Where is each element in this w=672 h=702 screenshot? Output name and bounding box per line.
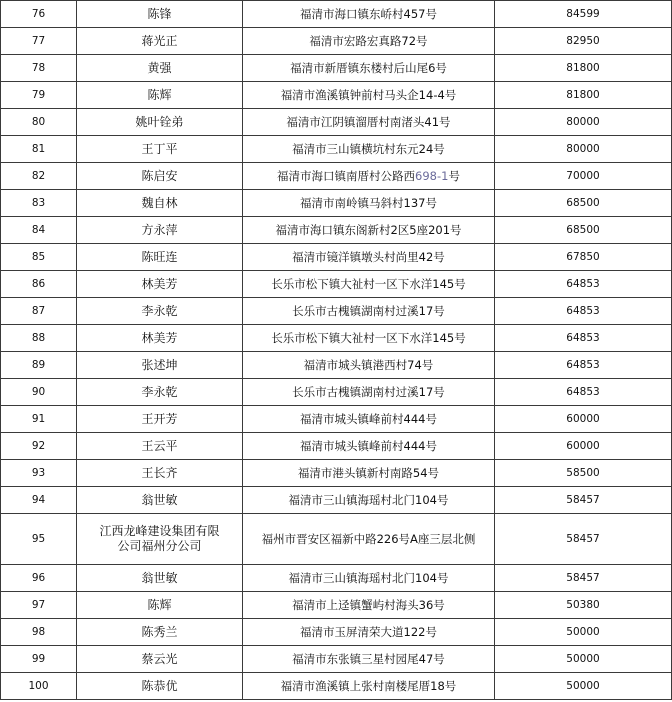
table-row [1, 1, 672, 28]
row-amount: 80000 [495, 109, 672, 136]
row-address: 福清市新厝镇东楼村后山尾6号 [243, 55, 495, 82]
table-row [1, 646, 672, 673]
records-table-body [1, 1, 672, 700]
row-address: 福清市渔溪镇钟前村马头企14-4号 [243, 82, 495, 109]
address-text: 福清市海口镇南厝村公路西 [277, 168, 416, 183]
table-row [1, 244, 672, 271]
row-name: 陈锋 [77, 1, 243, 28]
row-number: 95 [1, 514, 77, 565]
row-number: 81 [1, 136, 77, 163]
row-name: 方永萍 [77, 217, 243, 244]
row-address: 长乐市古槐镇湖南村过溪17号 [243, 298, 495, 325]
row-amount: 64853 [495, 271, 672, 298]
row-address: 福清市三山镇海瑶村北门104号 [243, 487, 495, 514]
row-number: 99 [1, 646, 77, 673]
table-row [1, 28, 672, 55]
table-row [1, 163, 672, 190]
row-address: 福清市城头镇港西村74号 [243, 352, 495, 379]
row-number: 79 [1, 82, 77, 109]
table-row [1, 109, 672, 136]
row-amount: 68500 [495, 217, 672, 244]
row-amount: 58500 [495, 460, 672, 487]
row-address: 福州市晋安区福新中路226号A座三层北侧 [243, 514, 495, 565]
row-address: 福清市玉屏清荣大道122号 [243, 619, 495, 646]
table-row [1, 433, 672, 460]
row-address: 福清市海口镇东峤村457号 [243, 1, 495, 28]
row-name: 王长齐 [77, 460, 243, 487]
row-name: 林美芳 [77, 271, 243, 298]
row-address: 福清市宏路宏真路72号 [243, 28, 495, 55]
row-number: 94 [1, 487, 77, 514]
row-number: 80 [1, 109, 77, 136]
row-amount: 58457 [495, 487, 672, 514]
table-row [1, 82, 672, 109]
row-number: 100 [1, 673, 77, 700]
table-row [1, 673, 672, 700]
table-row [1, 406, 672, 433]
row-number: 84 [1, 217, 77, 244]
row-number: 96 [1, 565, 77, 592]
row-name: 姚叶铨弟 [77, 109, 243, 136]
row-amount: 81800 [495, 55, 672, 82]
row-amount: 60000 [495, 433, 672, 460]
row-amount: 82950 [495, 28, 672, 55]
table-row [1, 514, 672, 565]
table-row [1, 592, 672, 619]
row-number: 87 [1, 298, 77, 325]
row-address: 长乐市古槐镇湖南村过溪17号 [243, 379, 495, 406]
row-address: 福清市江阴镇溜厝村南渚头41号 [243, 109, 495, 136]
row-number: 92 [1, 433, 77, 460]
row-name: 王丁平 [77, 136, 243, 163]
row-amount: 68500 [495, 190, 672, 217]
row-number: 85 [1, 244, 77, 271]
row-name: 黄强 [77, 55, 243, 82]
row-amount: 84599 [495, 1, 672, 28]
row-amount: 60000 [495, 406, 672, 433]
table-row [1, 565, 672, 592]
address-highlight-number: 698-1 [415, 168, 449, 183]
row-address: 福清市城头镇峰前村444号 [243, 433, 495, 460]
row-name: 林美芳 [77, 325, 243, 352]
row-amount: 80000 [495, 136, 672, 163]
row-amount: 64853 [495, 352, 672, 379]
row-number: 83 [1, 190, 77, 217]
row-amount: 81800 [495, 82, 672, 109]
table-row [1, 619, 672, 646]
row-amount: 58457 [495, 514, 672, 565]
row-address [243, 163, 495, 190]
row-amount: 64853 [495, 298, 672, 325]
row-address: 福清市三山镇海瑶村北门104号 [243, 565, 495, 592]
row-amount: 64853 [495, 325, 672, 352]
row-name: 陈恭优 [77, 673, 243, 700]
row-address: 长乐市松下镇大祉村一区下水洋145号 [243, 271, 495, 298]
table-row [1, 136, 672, 163]
row-name: 蒋光正 [77, 28, 243, 55]
table-row [1, 325, 672, 352]
row-amount: 50380 [495, 592, 672, 619]
row-number: 88 [1, 325, 77, 352]
row-name: 陈辉 [77, 592, 243, 619]
row-address: 福清市城头镇峰前村444号 [243, 406, 495, 433]
table-row [1, 55, 672, 82]
row-name: 魏自林 [77, 190, 243, 217]
row-number: 98 [1, 619, 77, 646]
address-suffix: 号 [448, 168, 460, 183]
row-number: 91 [1, 406, 77, 433]
table-row [1, 298, 672, 325]
row-number: 90 [1, 379, 77, 406]
row-address: 福清市渔溪镇上张村南楼尾厝18号 [243, 673, 495, 700]
table-row [1, 190, 672, 217]
row-name: 王开芳 [77, 406, 243, 433]
row-name: 陈启安 [77, 163, 243, 190]
row-name: 蔡云光 [77, 646, 243, 673]
row-address: 福清市镜洋镇墩头村尚里42号 [243, 244, 495, 271]
row-address: 长乐市松下镇大祉村一区下水洋145号 [243, 325, 495, 352]
row-number: 86 [1, 271, 77, 298]
row-number: 78 [1, 55, 77, 82]
row-amount: 58457 [495, 565, 672, 592]
table-row [1, 271, 672, 298]
row-address: 福清市上迳镇蟹屿村海头36号 [243, 592, 495, 619]
row-address: 福清市东张镇三星村园尾47号 [243, 646, 495, 673]
row-amount: 70000 [495, 163, 672, 190]
row-amount: 67850 [495, 244, 672, 271]
row-number: 82 [1, 163, 77, 190]
row-number: 89 [1, 352, 77, 379]
row-address: 福清市三山镇横坑村东元24号 [243, 136, 495, 163]
row-number: 97 [1, 592, 77, 619]
row-amount: 50000 [495, 673, 672, 700]
table-row [1, 352, 672, 379]
row-number: 77 [1, 28, 77, 55]
table-row [1, 217, 672, 244]
row-name: 翁世敏 [77, 565, 243, 592]
row-name: 王云平 [77, 433, 243, 460]
row-number: 93 [1, 460, 77, 487]
name-line-2: 公司福州分公司 [117, 539, 202, 553]
row-address: 福清市海口镇东阁新村2区5座201号 [243, 217, 495, 244]
name-line-1: 江西龙峰建设集团有限 [99, 524, 220, 538]
row-amount: 50000 [495, 646, 672, 673]
row-name: 张述坤 [77, 352, 243, 379]
row-name: 陈旺连 [77, 244, 243, 271]
row-name: 陈辉 [77, 82, 243, 109]
row-name [77, 514, 243, 565]
table-row [1, 460, 672, 487]
row-amount: 50000 [495, 619, 672, 646]
table-row [1, 379, 672, 406]
table-row [1, 487, 672, 514]
row-name: 李永乾 [77, 379, 243, 406]
row-amount: 64853 [495, 379, 672, 406]
row-number: 76 [1, 1, 77, 28]
row-address: 福清市南岭镇马斜村137号 [243, 190, 495, 217]
row-name: 翁世敏 [77, 487, 243, 514]
row-name: 李永乾 [77, 298, 243, 325]
row-address: 福清市港头镇新村南路54号 [243, 460, 495, 487]
row-name: 陈秀兰 [77, 619, 243, 646]
